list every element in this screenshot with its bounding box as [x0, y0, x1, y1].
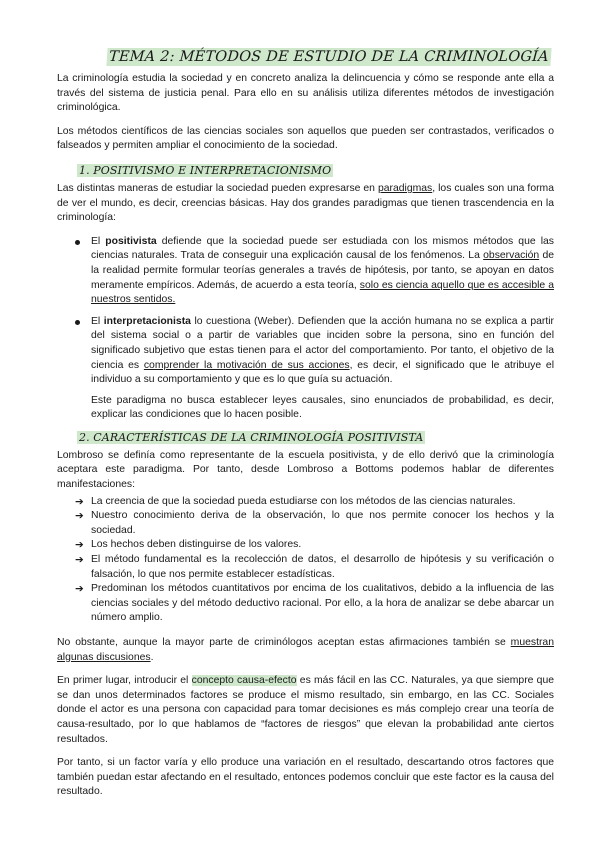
section-1-paragraph: Las distintas maneras de estudiar la sociedad pueden expresarse en paradigmas, los cuales son una forma de ver el mundo, es decir, creencias básicas. Hay dos grandes paradigmas que tienen trascendencia en la criminología:: [57, 182, 554, 224]
bullet-dot-icon: [75, 240, 80, 245]
list-item: ➔ La creencia de que la sociedad pueda estudiarse con los métodos de las ciencias naturales.: [75, 495, 516, 508]
manifestations-list: [57, 495, 554, 626]
bullet-dot-icon: [75, 320, 80, 325]
document-page: [57, 48, 554, 809]
section-2-paragraph-4: Por tanto, si un factor varía y ello produce una variación en el resultado, descartando otros factores que también puedan estar afectando en el resultado, entonces podemos concluir que este factor es la causa del resultado.: [57, 757, 554, 798]
section-2-paragraph-1: Lombroso se definía como representante de la escuela positivista, y de ello derivó que la criminología aceptara este paradigma. Por tanto, desde Lombroso a Bottoms podemos hablar de diferentes manifestaciones:: [57, 449, 554, 491]
list-item: ➔ Predominan los métodos cuantitativos por encima de los cualitativos, debido a la influencia de las ciencias sociales y del método deductivo racional. Por ello, a la hora de analizar se debe abarcar un número amplio.: [75, 583, 554, 624]
section-2-heading: 2. CARACTERÍSTICAS DE LA CRIMINOLOGÍA POSITIVISTA: [79, 430, 424, 444]
arrow-icon: ➔: [75, 583, 84, 596]
section-2-paragraph-2: No obstante, aunque la mayor parte de criminólogos aceptan estas afirmaciones también se muestran algunas discusiones.: [57, 637, 554, 663]
arrow-icon: ➔: [75, 539, 84, 552]
arrow-icon: ➔: [75, 495, 84, 508]
list-item-positivista: El positivista defiende que la sociedad puede ser estudiada con los mismos métodos que las ciencias naturales. Trata de conseguir una explicación causal de los fenómenos. La observación de la realidad permite formular teorías generales a través de hipótesis, por tanto, se apoyan en datos meramente empíricos. Además, de acuerdo a esta teoría, solo es ciencia aquello que es accesible a nuestros sentidos.: [57, 235, 554, 308]
list-item: ➔ El método fundamental es la recolección de datos, el desarrollo de hipótesis y su verificación o falsación, lo que nos permite establecer estadísticas.: [75, 554, 554, 580]
list-item-interpretacionista: El interpretacionista lo cuestiona (Weber). Defienden que la acción humana no se explica a partir del sistema social o a partir de variables que inciden sobre la persona, sino en función del significado subjetivo que estas tienen para el actor del comportamiento. Por tanto, el objetivo de la ciencia es comprender la motivación de sus acciones, es decir, el significado que le atribuye el individuo a su comportamiento y que es lo que guía su actuación. Este paradigma no busca establecer leyes causales, sino enunciados de probabilidad, es decir, explicar las condiciones que lo hacen posible.: [57, 315, 554, 423]
interpretacionista-note: Este paradigma no busca establecer leyes causales, sino enunciados de probabilidad, es decir, explicar las condiciones que lo hacen posible.: [91, 394, 554, 421]
section-1-heading: 1. POSITIVISMO E INTERPRETACIONISMO: [79, 163, 332, 177]
section-2-paragraph-3: En primer lugar, introducir el concepto causa-efecto es más fácil en las CC. Naturales, ya que siempre que se dan unos determinados factores se produce el mismo resultado, sin embargo, en las CC. Sociales donde el actor es una persona con capacidad para tomar decisiones es más complejo crear una teoría de causa-resultado, por lo que hablamos de “factores de riesgos” que elevan la probabilidad ante ciertos resultados.: [57, 675, 555, 745]
list-item: ➔ Los hechos deben distinguirse de los valores.: [75, 539, 302, 552]
paradigmas-term: paradigmas: [377, 182, 433, 194]
arrow-icon: ➔: [75, 510, 84, 523]
arrow-icon: ➔: [75, 554, 84, 567]
paradigm-list: [57, 235, 554, 423]
document-title: TEMA 2: MÉTODOS DE ESTUDIO DE LA CRIMINOLOGÍA: [106, 48, 551, 66]
highlighted-term: concepto causa-efecto: [191, 675, 297, 687]
intro-paragraph-2: Los métodos científicos de las ciencias sociales son aquellos que pueden ser contrastados, verificados o falseados y permiten ampliar el conocimiento de la sociedad.: [57, 125, 554, 152]
intro-paragraph-1: La criminología estudia la sociedad y en concreto analiza la delincuencia y cómo se responde ante ella a través del sistema de justicia penal. Para ello en su análisis utiliza diferentes métodos de investigación criminológica.: [57, 73, 554, 114]
list-item: ➔ Nuestro conocimiento deriva de la observación, lo que nos permite conocer los hechos y la sociedad.: [75, 510, 554, 536]
